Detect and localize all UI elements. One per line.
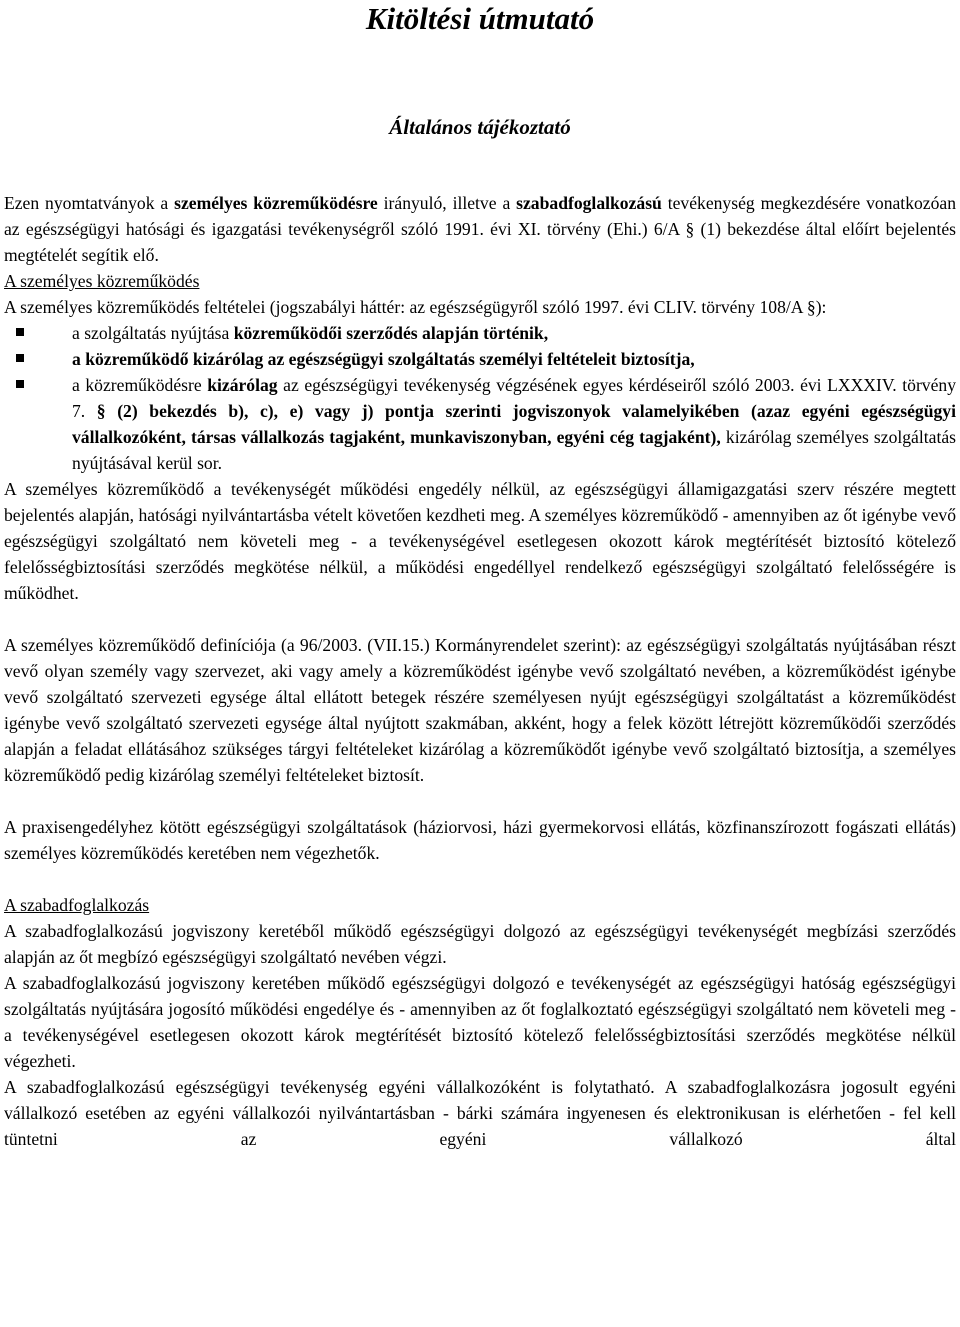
document-subtitle: Általános tájékoztató (389, 115, 571, 139)
section1-lead: A személyes közreműködés feltételei (jogszabályi háttér: az egészségügyről szóló 1997. évi CLIV. törvény 108/A §): (4, 297, 827, 317)
paragraph-gap (4, 606, 956, 632)
section-heading-freelance: A szabadfoglalkozás (4, 895, 150, 915)
paragraph-gap (4, 866, 956, 892)
condition-3-bold-2: § (2) bekezdés b), c), e) vagy j) pontja szerinti jogviszonyok valamelyikében (azaz egyéni egészségügyi vállalkozóként, társas vállalkozás tagjaként, munkaviszonyban, egyéni cég tagjaként), (72, 401, 956, 447)
condition-2-bold: a közreműködő kizárólag az egészségügyi szolgáltatás személyi feltételeit biztosítja, (72, 349, 695, 369)
section1-paragraph-3: A praxisengedélyhez kötött egészségügyi szolgáltatások (háziorvosi, házi gyermekorvosi ellátás, közfinanszírozott fogászati ellátás) személyes közreműködés keretében nem végezhetők. (4, 817, 956, 863)
section2-paragraph-3: A szabadfoglalkozású egészségügyi tevékenység egyéni vállalkozóként is folytatható. A szabadfoglalkozásra jogosult egyéni vállalkozó esetében az egyéni vállalkozói nyilvántartásban - bárki számára ingyenesen és elektronikusan is elérhetően - fel kell tüntetni az egyéni vállalkozó által (4, 1077, 956, 1149)
intro-text-3: tevékenység megkezdésére vonatkozóan az egészségügyi hatósági és igazgatási tevékenységről szóló 1991. évi XI. törvény (Ehi.) 6/A § (1) bekezdése által előírt bejelentés megtételét segítik elő. (4, 193, 957, 265)
paragraph-gap (4, 788, 956, 814)
square-bullet-icon (16, 380, 24, 388)
document-body (4, 190, 956, 1152)
intro-bold-2: szabadfoglalkozású (516, 193, 662, 213)
section1-paragraph-2: A személyes közreműködő definíciója (a 96/2003. (VII.15.) Kormányrendelet szerint): az egészségügyi szolgáltatás nyújtásában részt vevő olyan személy vagy szervezet, aki vagy amely a közreműködést igénybe vevő szolgáltató nevében, a közreműködést igénybe vevő szolgáltató szervezeti egysége által ellátott betegek részére személyesen nyújt egészségügyi szolgáltatást a közreműködést igénybe vevő szolgáltató szervezeti egysége által nyújtott szakmában, akként, hogy a felek között létrejött közreműködői szerződés alapján a feladat ellátásához szükséges tárgyi feltételeket kizárólag a közreműködőt igénybe vevő szolgáltató biztosítja, a személyes közreműködő pedig kizárólag személyi feltételeket biztosít. (4, 635, 956, 785)
document-title: Kitöltési útmutató (365, 1, 595, 36)
square-bullet-icon (16, 354, 24, 362)
intro-text-1: Ezen nyomtatványok a (4, 193, 175, 213)
conditions-list (4, 320, 956, 476)
condition-item (4, 320, 956, 346)
condition-3-text-2: az egészségügyi tevékenység végzésének egyes kérdéseiről szóló 2003. évi LXXXIV. törvény 7. (72, 375, 957, 421)
condition-3-text-1: a közreműködésre (72, 375, 208, 395)
condition-3-text-3: kizárólag személyes szolgáltatás nyújtásával kerül sor. (72, 427, 956, 473)
document-page (4, 0, 957, 1149)
intro-bold-1: személyes közreműködésre (174, 193, 378, 213)
section2-paragraph-1: A szabadfoglalkozású jogviszony keretéből működő egészségügyi dolgozó az egészségügyi tevékenységét megbízási szerződés alapján az őt megbízó egészségügyi szolgáltató nevében végzi. (4, 921, 956, 967)
condition-1-bold: közreműködői szerződés alapján történik, (233, 323, 549, 343)
section2-paragraph-2: A szabadfoglalkozású jogviszony keretében működő egészségügyi dolgozó e tevékenységét az egészségügyi hatóság egészségügyi szolgáltatás nyújtására jogosító működési engedélye és - amennyiben az őt foglalkoztató egészségügyi szolgáltató nem követeli meg - a tevékenységével esetlegesen okozott károk megtérítését biztosító kötelező felelősségbiztosítási szerződés megkötése nélkül végezheti. (4, 973, 956, 1071)
condition-1-text: a szolgáltatás nyújtása (72, 323, 234, 343)
condition-item (4, 346, 956, 372)
condition-item (4, 372, 956, 476)
intro-paragraph (4, 190, 956, 268)
section-heading-personal-contribution: A személyes közreműködés (4, 271, 200, 291)
intro-text-2: irányuló, illetve a (377, 193, 517, 213)
square-bullet-icon (16, 328, 24, 336)
condition-3-bold-1: kizárólag (207, 375, 278, 395)
section1-paragraph-1: A személyes közreműködő a tevékenységét működési engedély nélkül, az egészségügyi államigazgatási szerv részére megtett bejelentés alapján, hatósági nyilvántartásba vételt követően kezdheti meg. A személyes közreműködő - amennyiben az őt igénybe vevő egészségügyi szolgáltató nem követeli meg - a tevékenységével esetlegesen okozott károk megtérítését biztosító kötelező felelősségbiztosítási szerződés megkötése nélkül, a működési engedéllyel rendelkező egészségügyi szolgáltató felelősségére is működhet. (4, 479, 956, 603)
